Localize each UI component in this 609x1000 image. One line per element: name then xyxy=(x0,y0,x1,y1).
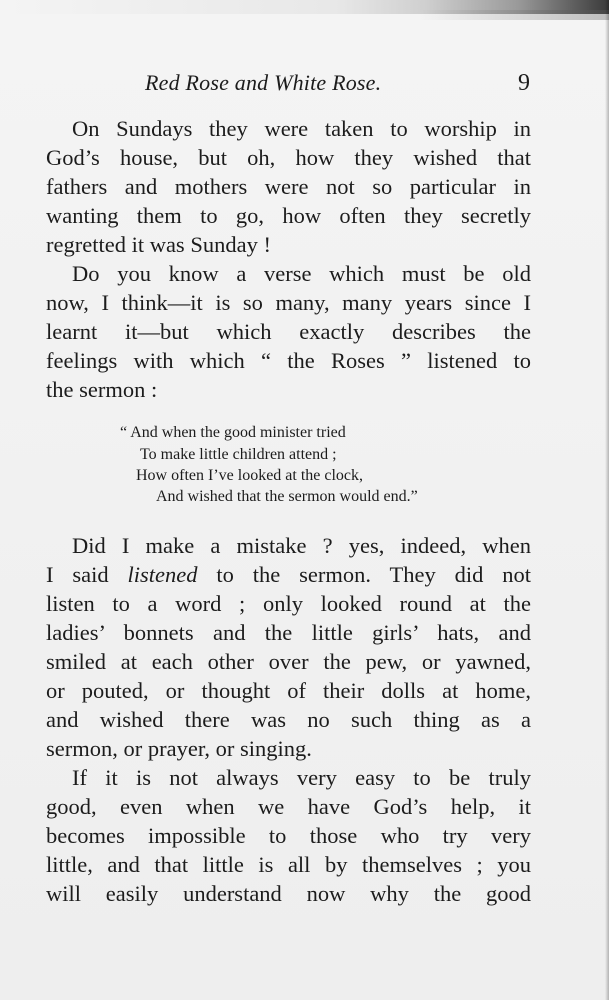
text-line: smiled at each other over the pew, or yawned, xyxy=(46,649,531,674)
text-line: wanting them to go, how often they secretly xyxy=(46,203,531,228)
page-right-edge-shadow xyxy=(605,0,609,1000)
text-line: If it is not always very easy to be truly xyxy=(72,765,531,790)
page-top-edge-shadow xyxy=(0,0,609,14)
text-line: the sermon : xyxy=(46,377,158,402)
text-line: little, and that little is all by themselves ; you xyxy=(46,852,531,877)
text-line: feelings with which “ the Roses ” listened to xyxy=(46,348,531,373)
text-line xyxy=(46,560,531,590)
text-line: regretted it was Sunday ! xyxy=(46,232,271,257)
text-line: learnt it—but which exactly describes the xyxy=(46,319,531,344)
text-line: will easily understand now why the good xyxy=(46,881,531,906)
text-line: listen to a word ; only looked round at the xyxy=(46,591,531,616)
text-fragment: to the sermon. They did not xyxy=(197,562,531,587)
verse-line: To make little children attend ; xyxy=(140,446,337,463)
text-line: or pouted, or thought of their dolls at home, xyxy=(46,678,531,703)
text-line: God’s house, but oh, how they wished that xyxy=(46,145,531,170)
verse-line: “ And when the good minister tried xyxy=(120,424,346,441)
emphasized-word: listened xyxy=(127,562,198,587)
text-line: sermon, or prayer, or singing. xyxy=(46,736,312,761)
page-header xyxy=(0,70,609,106)
text-line: Did I make a mistake ? yes, indeed, when xyxy=(72,533,531,558)
text-line: fathers and mothers were not so particular in xyxy=(46,174,531,199)
text-line: becomes impossible to those who try very xyxy=(46,823,531,848)
text-line: On Sundays they were taken to worship in xyxy=(72,116,531,141)
verse-line: How often I’ve looked at the clock, xyxy=(136,467,364,484)
text-line: ladies’ bonnets and the little girls’ hats, and xyxy=(46,620,531,645)
text-line: good, even when we have God’s help, it xyxy=(46,794,531,819)
text-line: now, I think—it is so many, many years since I xyxy=(46,290,531,315)
verse-line: And wished that the sermon would end.” xyxy=(156,488,418,505)
text-line: Do you know a verse which must be old xyxy=(72,261,531,286)
running-title: Red Rose and White Rose. xyxy=(145,70,382,95)
page-number: 9 xyxy=(518,70,530,96)
text-line: and wished there was no such thing as a xyxy=(46,707,531,732)
text-fragment: I said xyxy=(46,562,128,587)
